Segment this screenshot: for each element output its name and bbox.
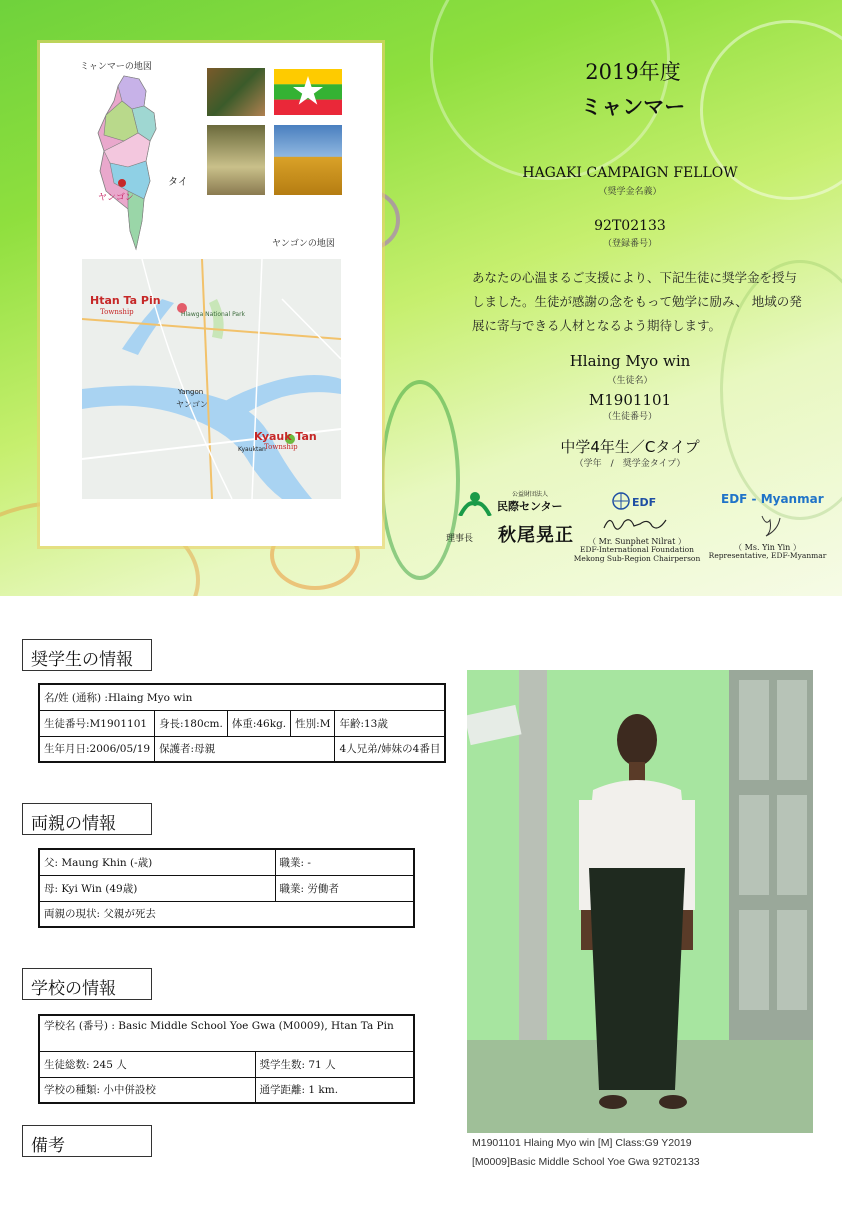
school-info-heading: 学校の情報 bbox=[22, 968, 152, 1000]
total-students-cell: 生徒総数: 245 人 bbox=[39, 1051, 255, 1077]
myanmar-signer-title: Representative, EDF-Myanmar bbox=[708, 551, 827, 560]
table-row bbox=[39, 1051, 414, 1077]
grade-type: 中学4年生／Cタイプ bbox=[560, 438, 700, 456]
pagoda-photo bbox=[274, 125, 342, 195]
map-panel bbox=[40, 43, 382, 546]
student-number-caption: （生徒番号） bbox=[602, 412, 657, 422]
kyauk-tan-sub: Township bbox=[264, 443, 298, 451]
edf-myanmar-logo: EDF - Myanmar bbox=[721, 492, 824, 506]
mother-cell: 母: Kyi Win (49歳) bbox=[39, 875, 275, 901]
weight-cell: 体重:46kg. bbox=[227, 710, 290, 736]
father-cell: 父: Maung Khin (-歳) bbox=[39, 849, 275, 875]
myanmar-map bbox=[84, 71, 174, 253]
campaign-name: HAGAKI CAMPAIGN FELLOW bbox=[522, 165, 738, 181]
parents-status-cell: 両親の現状: 父親が死去 bbox=[39, 901, 414, 927]
table-row bbox=[39, 710, 445, 736]
certificate-message: あなたの心温まるご支援により、下記生徒に奨学金を授与しました。生徒が感謝の念をもって勉学に励み、 地域の発展に寄与できる人材となるよう期待します。 bbox=[472, 270, 802, 333]
table-row bbox=[39, 901, 414, 927]
edf-signature-scribble bbox=[600, 512, 670, 536]
decorative-swirl bbox=[430, 0, 670, 180]
kyauktan-small-label: Kyauktan bbox=[238, 446, 266, 453]
table-row bbox=[39, 684, 445, 710]
chair-signature: 秋尾晃正 bbox=[498, 525, 574, 546]
table-row bbox=[39, 849, 414, 875]
parents-info-table bbox=[38, 848, 415, 928]
myanmar-signer-name: （ Ms. Yin Yin ） bbox=[734, 543, 801, 552]
registration-number-caption: （登録番号） bbox=[602, 239, 657, 249]
school-info-table bbox=[38, 1014, 415, 1104]
student-info-table bbox=[38, 683, 446, 763]
country-map-caption: ミャンマーの地図 bbox=[80, 62, 152, 72]
remarks-heading: 備考 bbox=[22, 1125, 152, 1157]
yangon-label: ヤンゴン bbox=[98, 193, 134, 203]
school-name-cell: 学校名 (番号) : Basic Middle School Yoe Gwa (M0009), Htan Ta Pin bbox=[39, 1015, 414, 1051]
guardian-cell: 保護者:母親 bbox=[155, 736, 335, 762]
yangon-en-label: Yangon bbox=[178, 388, 204, 396]
myanmar-flag bbox=[274, 69, 342, 115]
certificate-banner bbox=[0, 0, 842, 596]
age-cell: 年齢:13歳 bbox=[335, 710, 445, 736]
photo-caption-line1: M1901101 Hlaing Myo win [M] Class:G9 Y2019 bbox=[472, 1137, 692, 1149]
mother-job-cell: 職業: 労働者 bbox=[275, 875, 414, 901]
yangon-marker bbox=[118, 179, 126, 187]
student-name: Hlaing Myo win bbox=[569, 352, 691, 370]
decorative-swirl bbox=[380, 380, 460, 580]
certificate-year: 2019年度 bbox=[585, 60, 681, 84]
certificate-country: ミャンマー bbox=[580, 95, 686, 119]
student-name-caption: （生徒名） bbox=[607, 376, 653, 386]
edf-logo-text: EDF bbox=[632, 496, 657, 509]
school-type-cell: 学校の種類: 小中併設校 bbox=[39, 1077, 255, 1103]
grade-type-caption: （学年 / 奨学金タイプ） bbox=[574, 459, 686, 469]
sex-cell: 性別:M bbox=[291, 710, 335, 736]
table-row bbox=[39, 1077, 414, 1103]
height-cell: 身長:180cm. bbox=[155, 710, 228, 736]
table-row bbox=[39, 875, 414, 901]
campaign-name-caption: （奨学金名義） bbox=[598, 187, 662, 197]
thailand-label: タイ bbox=[168, 177, 188, 188]
distance-cell: 通学距離: 1 km. bbox=[255, 1077, 414, 1103]
yangon-jp-label: ヤンゴン bbox=[176, 400, 208, 409]
edf-logo-icon bbox=[612, 492, 662, 510]
htan-ta-pin-label: Htan Ta Pin bbox=[90, 294, 161, 307]
table-row bbox=[39, 1015, 414, 1051]
org-name: 民際センター bbox=[497, 500, 563, 513]
htan-ta-pin-sub: Township bbox=[100, 308, 134, 316]
minsai-center-logo-icon bbox=[456, 490, 494, 516]
siblings-cell: 4人兄弟/姉妹の4番目 bbox=[335, 736, 445, 762]
student-full-name: 名/姓 (通称) :Hlaing Myo win bbox=[39, 684, 445, 710]
myanmar-signature-scribble bbox=[756, 512, 786, 538]
photo-caption-line2: [M0009]Basic Middle School Yoe Gwa 92T02133 bbox=[472, 1156, 700, 1168]
student-number: M1901101 bbox=[588, 391, 672, 409]
student-photo-drawing bbox=[467, 670, 813, 1133]
edf-signer-title-1: EDF-International Foundation bbox=[579, 545, 695, 554]
dancer-photo bbox=[207, 125, 265, 195]
father-job-cell: 職業: - bbox=[275, 849, 414, 875]
student-info-heading: 奨学生の情報 bbox=[22, 639, 152, 671]
scholarship-students-cell: 奨学生数: 71 人 bbox=[255, 1051, 414, 1077]
park-label: Hlawga National Park bbox=[181, 311, 246, 318]
table-row bbox=[39, 736, 445, 762]
student-number-cell: 生徒番号:M1901101 bbox=[39, 710, 155, 736]
org-subtitle: 公益財団法人 bbox=[512, 491, 549, 498]
parents-info-heading: 両親の情報 bbox=[22, 803, 152, 835]
city-map-caption: ヤンゴンの地図 bbox=[272, 239, 335, 249]
registration-number: 92T02133 bbox=[594, 218, 666, 234]
birthdate-cell: 生年月日:2006/05/19 bbox=[39, 736, 155, 762]
edf-signer-title-2: Mekong Sub-Region Chairperson bbox=[573, 554, 701, 563]
student-photo bbox=[467, 670, 813, 1133]
kyauk-tan-label: Kyauk Tan bbox=[254, 430, 317, 443]
edf-signer-name: （ Mr. Sunphet Nilrat ） bbox=[588, 537, 686, 546]
market-photo bbox=[207, 68, 265, 116]
chair-label: 理事長 bbox=[446, 534, 474, 544]
